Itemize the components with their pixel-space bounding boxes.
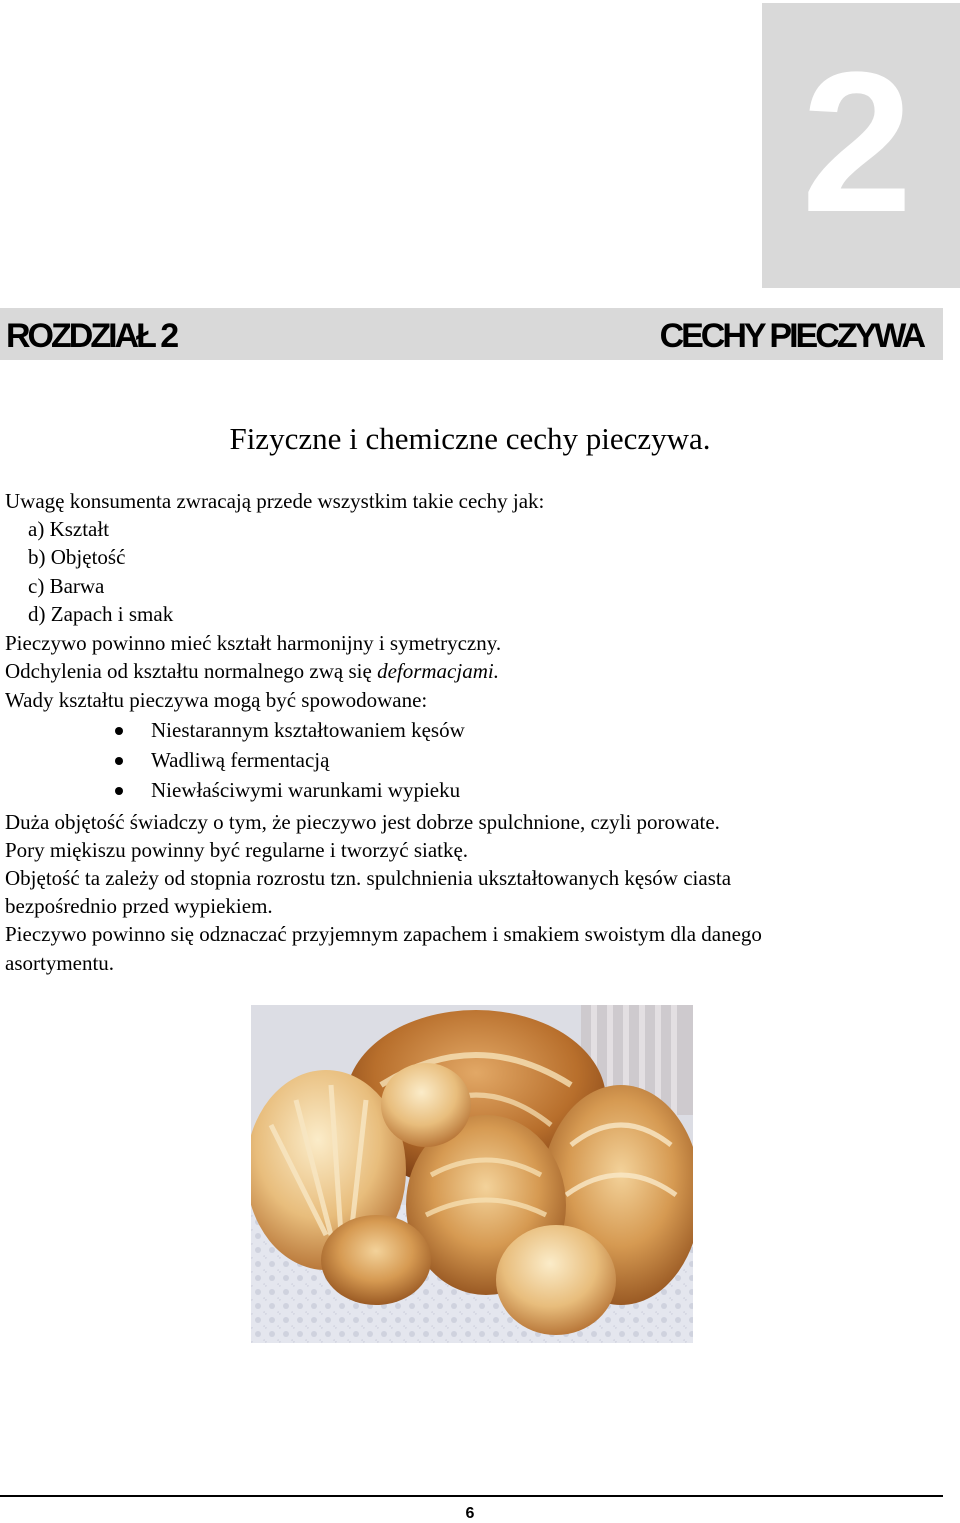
section-title: [0, 418, 940, 460]
chapter-header-bar: [0, 308, 943, 360]
deformation-text: [5, 657, 499, 685]
paragraph-line: Pory miękiszu powinny być regularne i tworzyć siatkę.: [5, 838, 469, 862]
chapter-label: ROZDZIAŁ 2: [6, 317, 177, 355]
bullet-icon: [115, 727, 123, 735]
paragraph-line: Pieczywo powinno się odznaczać przyjemnym zapachem i smakiem swoistym dla danego: [5, 922, 762, 946]
page-number: 6: [465, 1505, 475, 1522]
feature-item: d) Zapach i smak: [28, 602, 174, 626]
defect-item-label: Niestarannym kształtowaniem kęsów: [151, 718, 465, 742]
paragraph-line: Objętość ta zależy od stopnia rozrostu tzn. spulchnienia ukształtowanych kęsów ciasta: [5, 866, 732, 890]
feature-item: b) Objętość: [28, 545, 126, 569]
deformation-term: deformacjami.: [377, 659, 499, 683]
section-title-text: Fizyczne i chemiczne cechy pieczywa.: [229, 421, 711, 456]
defect-item: [151, 776, 460, 804]
bullet-icon: [115, 757, 123, 765]
footer-rule: [0, 1495, 943, 1497]
intro-text: Uwagę konsumenta zwracają przede wszystkim takie cechy jak:: [5, 489, 545, 513]
feature-item: a) Kształt: [28, 517, 110, 541]
chapter-number: 2: [801, 31, 913, 254]
defect-item: [151, 716, 465, 744]
bread-photo: [251, 1005, 693, 1343]
defect-item: [151, 746, 329, 774]
shape-text: Pieczywo powinno mieć kształt harmonijny i symetryczny.: [5, 631, 502, 655]
paragraph-line: Duża objętość świadczy o tym, że pieczywo jest dobrze spulchnione, czyli porowate.: [5, 810, 720, 834]
chapter-number-box: [762, 3, 960, 288]
chapter-title: CECHY PIECZYWA: [659, 317, 923, 355]
defect-item-label: Niewłaściwymi warunkami wypieku: [151, 778, 461, 802]
paragraph-line: asortymentu.: [5, 951, 115, 975]
deformation-prefix: Odchylenia od kształtu normalnego zwą się: [5, 659, 378, 683]
paragraph-line: bezpośrednio przed wypiekiem.: [5, 894, 273, 918]
feature-item: c) Barwa: [28, 574, 105, 598]
defects-intro: Wady kształtu pieczywa mogą być spowodowane:: [5, 688, 428, 712]
bullet-icon: [115, 787, 123, 795]
defect-item-label: Wadliwą fermentacją: [151, 748, 330, 772]
